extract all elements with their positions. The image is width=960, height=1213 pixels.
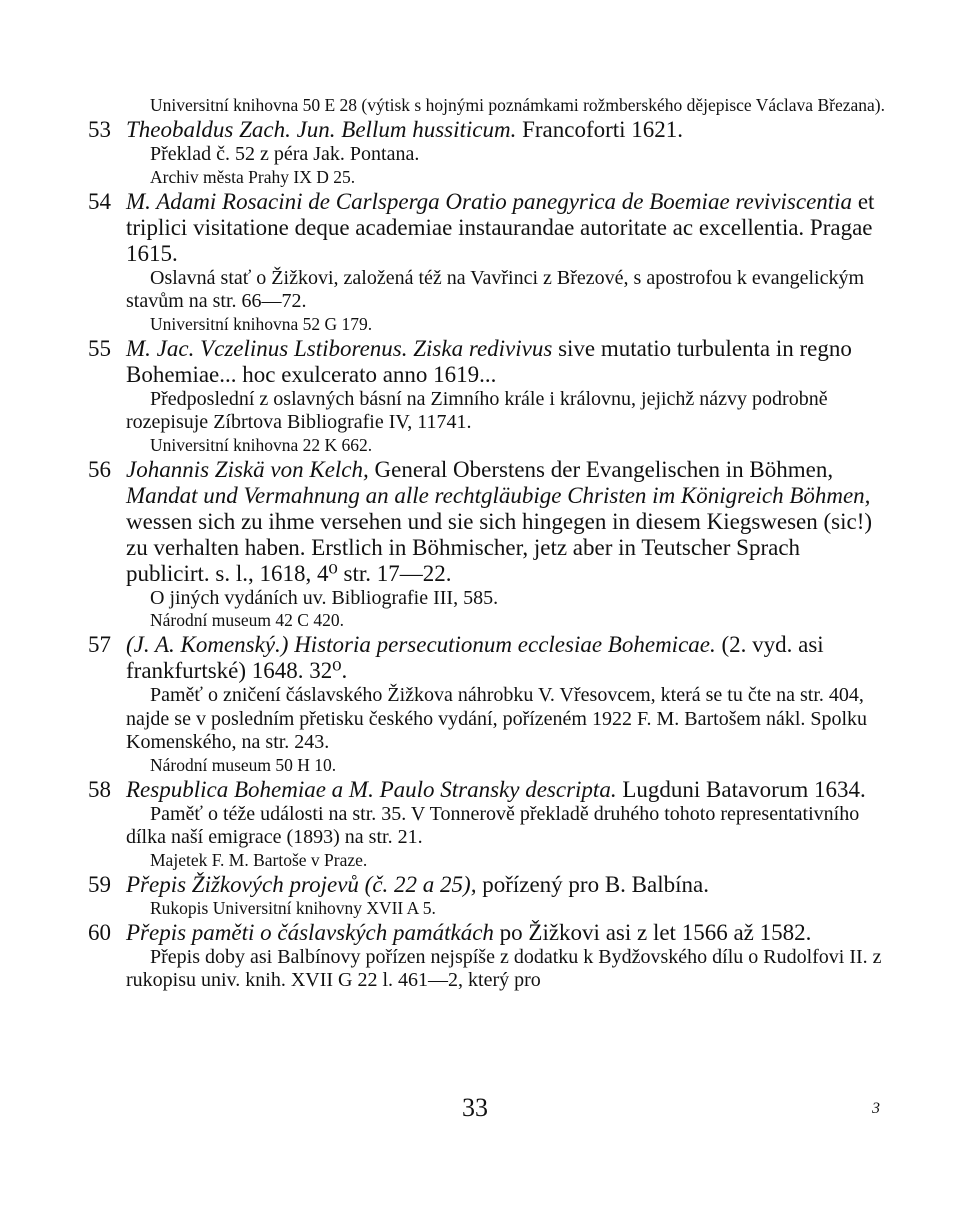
entry-number: 55	[88, 335, 111, 361]
entry-location: Majetek F. M. Bartoše v Praze.	[150, 849, 368, 870]
entry-note: Paměť o téže události na str. 35. V Tonnerově překladě druhého tohoto representativního dílka naší emigrace (1893) na str. 21.	[126, 802, 860, 848]
entry-number: 59	[88, 871, 111, 897]
entry-57	[88, 632, 888, 776]
entry-title-italic: Respublica Bohemiae a M. Paulo Stransky descripta.	[126, 776, 617, 802]
entry-title	[126, 777, 888, 803]
entry-title-rest-2: wessen sich zu ihme versehen und sie sich hingegen in diesem Kiegswesen (sic!) zu verhalten haben. Erstlich in Böhmischer, jetz aber in Teutscher Sprach publicirt. s. l., 1618, 4⁰ str. 17—22.	[126, 508, 873, 586]
entry-60	[88, 920, 888, 993]
entry-title-italic-2: Mandat und Vermahnung an alle rechtgläubige Christen im Königreich Böhmen,	[126, 482, 871, 508]
entry-number: 56	[88, 456, 111, 482]
entry-location: Universitní knihovna 22 K 662.	[150, 434, 373, 455]
entry-56	[88, 457, 888, 632]
entry-location: Archiv města Prahy IX D 25.	[150, 166, 356, 187]
entry-title-italic: (J. A. Komenský.) Historia persecutionum ecclesiae Bohemicae.	[126, 632, 716, 657]
entry-location: Národní museum 42 C 420.	[150, 610, 344, 630]
entry-title	[126, 117, 888, 143]
entry-title-italic: Johannis Ziskä von Kelch,	[126, 456, 369, 482]
entry-number: 57	[88, 632, 111, 657]
entry-note: O jiných vydáních uv. Bibliografie III, 585.	[150, 586, 499, 609]
entry-58	[88, 777, 888, 871]
entry-title-rest: General Oberstens der Evangelischen in Böhmen,	[368, 456, 834, 482]
entry-note: Překlad č. 52 z péra Jak. Pontana.	[150, 143, 420, 165]
entry-title-rest: sive mutatio turbulenta in regno Bohemiae... hoc exulcerato anno 1619...	[126, 335, 852, 387]
page-number: 33	[462, 1093, 488, 1122]
entry-location: Rukopis Universitní knihovny XVII A 5.	[150, 897, 436, 918]
entry-title	[126, 457, 888, 587]
entry-59	[88, 872, 888, 919]
entry-location: Národní museum 50 H 10.	[150, 754, 337, 775]
entry-number: 60	[88, 919, 111, 945]
entry-title	[126, 920, 888, 946]
entry-note: Předposlední z oslavných básní na Zimního krále i královnu, jejichž názvy podrobně rozepisuje Zíbrtova Bibliografie IV, 11741.	[126, 387, 828, 433]
entry-title-rest: po Žižkovi asi z let 1566 až 1582.	[493, 919, 812, 945]
entry-title-rest: et triplici visitatione deque academiae instaurandae autoritate ac excellentia. Pragae 1615.	[126, 188, 875, 266]
signature-mark: 3	[872, 1100, 880, 1117]
entry-title-rest: Francoforti 1621.	[516, 117, 684, 142]
entry-title	[126, 872, 888, 898]
entry-53	[88, 117, 888, 188]
entry-title	[126, 632, 888, 684]
entry-note: Oslavná stať o Žižkovi, založená též na Vavřinci z Březové, s apostrofou k evangelickým stavům na str. 66—72.	[126, 266, 865, 312]
entry-title-italic: Přepis paměti o čáslavských památkách	[126, 919, 494, 945]
entry-location: Universitní knihovna 52 G 179.	[150, 313, 373, 334]
entry-note: Přepis doby asi Balbínovy pořízen nejspíše z dodatku k Bydžovského dílu o Rudolfovi II. z rukopisu univ. knih. XVII G 22 l. 461—2, který pro	[126, 945, 882, 991]
entry-number: 58	[88, 776, 111, 802]
bibliography-list	[88, 95, 888, 993]
intro-location-line: Universitní knihovna 50 E 28 (výtisk s hojnými poznámkami rožmberského dějepisce Václava Březana).	[150, 95, 885, 115]
entry-note: Paměť o zničení čáslavského Žižkova náhrobku V. Vřesovcem, která se tu čte na str. 404, najde se v posledním přetisku českého vydání, pořízeném 1922 F. M. Bartošem nákl. Spolku Komenského, na str. 243.	[126, 684, 868, 753]
entry-title-italic: Přepis Žižkových projevů (č. 22 a 25),	[126, 871, 477, 897]
entry-title-rest: (2. vyd. asi frankfurtské) 1648. 32⁰.	[126, 632, 824, 683]
entry-title-italic: M. Jac. Vczelinus Lstiborenus. Ziska redivivus	[126, 335, 553, 361]
entry-title-rest: pořízený pro B. Balbína.	[476, 871, 709, 897]
entry-title-rest: Lugduni Batavorum 1634.	[616, 776, 866, 802]
entry-54	[88, 189, 888, 335]
entry-title-italic: Theobaldus Zach. Jun. Bellum hussiticum.	[126, 117, 517, 142]
entry-55	[88, 336, 888, 456]
entry-number: 53	[88, 117, 111, 142]
entry-title-italic: M. Adami Rosacini de Carlsperga Oratio panegyrica de Boemiae reviviscentia	[126, 188, 853, 214]
entry-number: 54	[88, 188, 111, 214]
entry-title	[126, 189, 888, 267]
entry-title	[126, 336, 888, 388]
